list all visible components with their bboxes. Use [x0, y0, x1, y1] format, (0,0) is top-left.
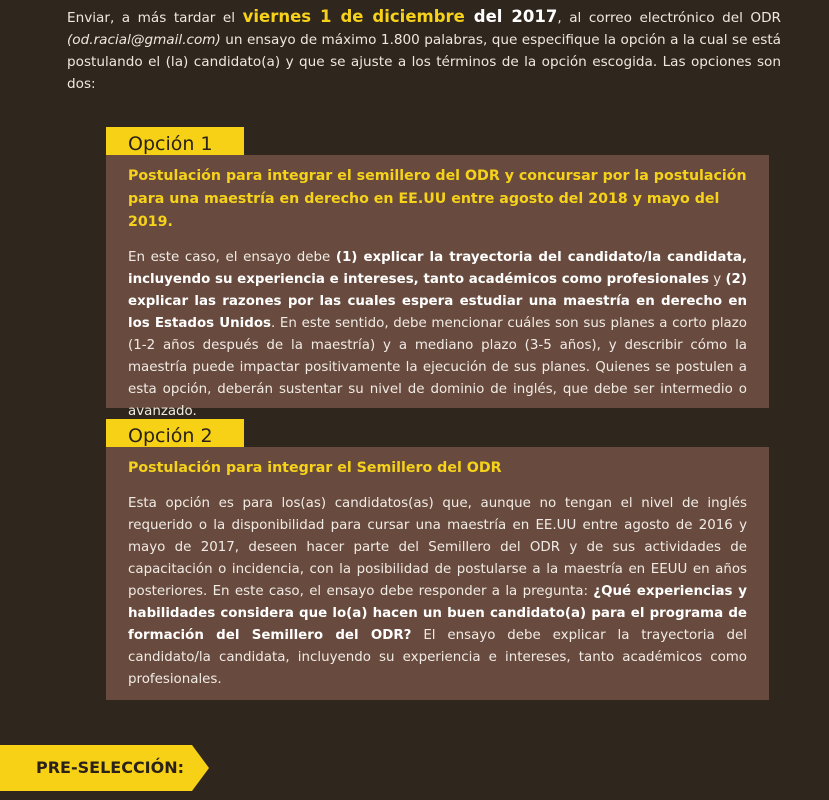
- option-2-tab: Opción 2: [106, 419, 244, 453]
- intro-text-1: Enviar, a más tardar el: [67, 10, 243, 26]
- option-2-bold-question: ¿Qué experiencias y habilidades considera que lo(a) hacen un buen candidato(a) para el programa de formación del Semillero del ODR?: [128, 584, 747, 643]
- option-1-bold-2: (2) explicar las razones por las cuales espera estudiar una maestría en derecho en los Estados Unidos: [128, 272, 747, 331]
- option-1-text-1: En este caso, el ensayo debe: [128, 250, 336, 265]
- option-2-text-1: Esta opción es para los(as) candidatos(as) que, aunque no tengan el nivel de inglés requerido o la disponibilidad para cursar una maestría en EE.UU entre agosto de 2016 y mayo de 2017, deseen hacer parte del Semillero del ODR y de sus actividades de capacitación o incidencia, con la posibilidad de postularse a la maestría en EEUU en años posteriores. En este caso, el ensayo debe responder a la pregunta:: [128, 496, 747, 599]
- deadline-date: viernes 1 de diciembre: [242, 7, 465, 26]
- option-2-body: [128, 493, 747, 691]
- intro-text-2: , al correo electrónico del ODR: [557, 10, 781, 26]
- option-1-body: [128, 247, 747, 423]
- option-1-text-3: . En este sentido, debe mencionar cuáles son sus planes a corto plazo (1-2 años después de la maestría) y a mediano plazo (3-5 años), y describir cómo la maestría puede impactar positivamente la ejecución de sus planes. Quienes se postulen a esta opción, deberán sustentar su nivel de dominio de inglés, que debe ser intermedio o avanzado.: [128, 316, 747, 419]
- preseleccion-label: PRE-SELECCIÓN:: [36, 758, 185, 777]
- intro-text-3: un ensayo de máximo 1.800 palabras, que especifique la opción a la cual se está postulando el (la) candidato(a) y que se ajuste a los términos de la opción escogida. Las opciones son dos:: [67, 32, 781, 92]
- option-1-box: [106, 155, 769, 419]
- option-2-subtitle: Postulación para integrar el Semillero del ODR: [128, 460, 502, 476]
- preseleccion-banner: [0, 745, 209, 791]
- option-2-text-2: El ensayo debe explicar la trayectoria del candidato/la candidata, incluyendo su experiencia e intereses, tanto académicos como profesionales.: [128, 628, 747, 687]
- contact-email: (od.racial@gmail.com): [67, 32, 221, 48]
- deadline-year: del 2017: [464, 7, 558, 26]
- option-1-tab: Opción 1: [106, 127, 244, 161]
- option-1-text-2: y: [708, 272, 726, 287]
- option-1-subtitle: Postulación para integrar el semillero del ODR y concursar por la postulación para una maestría en derecho en EE.UU entre agosto del 2018 y mayo del 2019.: [128, 168, 747, 230]
- option-2-box: [106, 447, 769, 700]
- option-1-bold-1: (1) explicar la trayectoria del candidato/la candidata, incluyendo su experiencia e intereses, tanto académicos como profesionales: [128, 250, 747, 287]
- intro-paragraph: [67, 6, 781, 95]
